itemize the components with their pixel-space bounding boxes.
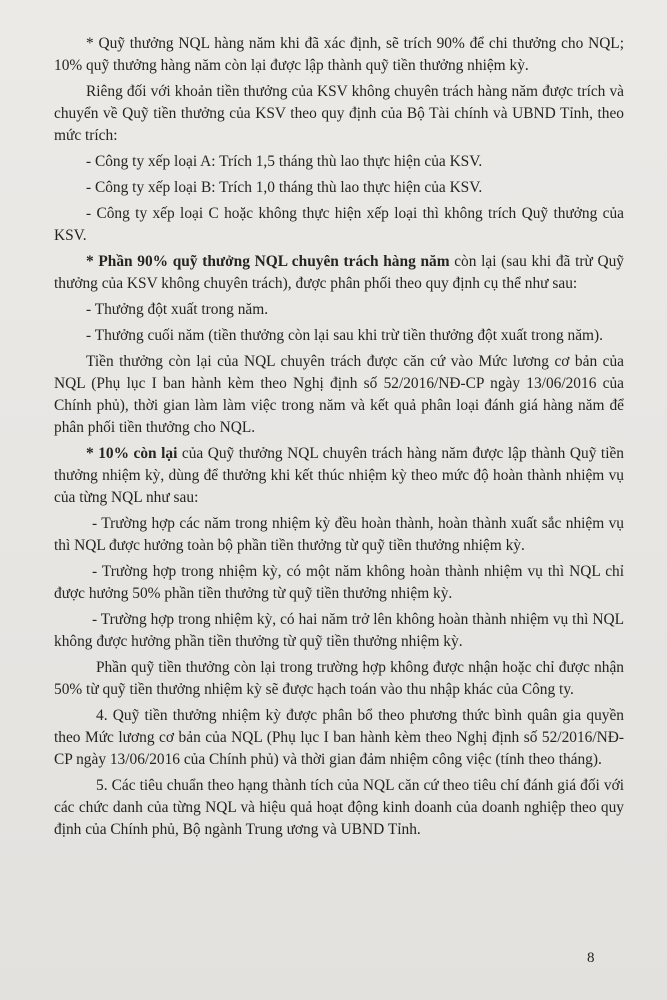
paragraph-item-4: 4. Quỹ tiền thưởng nhiệm kỳ được phân bổ theo phương thức bình quân gia quyền theo Mức lương cơ bản của NQL (Phụ lục I ban hành kèm theo Nghị định số 52/2016/NĐ-CP ngày 13/06/2016 của Chính phủ) và thời gian đảm nhiệm công việc (tính theo tháng). [54,707,624,768]
list-item-all-years-complete: - Trường hợp các năm trong nhiệm kỳ đều hoàn thành, hoàn thành xuất sắc nhiệm vụ thì NQL được hưởng toàn bộ phần tiền thưởng từ quỹ tiền thưởng nhiệm kỳ. [54,515,624,554]
paragraph-90-percent: * Phần 90% quỹ thưởng NQL chuyên trách hàng năm còn lại (sau khi đã trừ Quỹ thưởng của KSV không chuyên trách), được phân phối theo quy định cụ thể như sau: [54,253,625,292]
paragraph-bonus-fund-split: * Quỹ thưởng NQL hàng năm khi đã xác định, sẽ trích 90% để chi thưởng cho NQL; 10% quỹ thưởng hàng năm còn lại được lập thành quỹ tiền thưởng nhiệm kỳ. [54,35,624,74]
list-item-two-years-incomplete: - Trường hợp trong nhiệm kỳ, có hai năm trở lên không hoàn thành nhiệm vụ thì NQL không được hưởng phần tiền thưởng từ quỹ tiền thưởng nhiệm kỳ. [54,611,624,650]
list-item-class-a: - Công ty xếp loại A: Trích 1,5 tháng thù lao thực hiện của KSV. [86,153,483,170]
page-number: 8 [587,950,595,966]
list-item-ad-hoc-bonus: - Thưởng đột xuất trong năm. [86,301,269,318]
list-item-class-c: - Công ty xếp loại C hoặc không thực hiện xếp loại thì không trích Quỹ thưởng của KSV. [54,205,624,244]
list-item-year-end-bonus: - Thưởng cuối năm (tiền thưởng còn lại sau khi trừ tiền thưởng đột xuất trong năm). [86,327,603,344]
paragraph-item-5: 5. Các tiêu chuẩn theo hạng thành tích của NQL căn cứ theo tiêu chí đánh giá đối với các chức danh của từng NQL và hiệu quả hoạt động kinh doanh của doanh nghiệp theo quy định của Chính phủ, Bộ ngành Trung ương và UBND Tỉnh. [54,777,624,838]
paragraph-ksv-bonus: Riêng đối với khoản tiền thưởng của KSV không chuyên trách hàng năm được trích và chuyển về Quỹ tiền thưởng của KSV theo quy định của Bộ Tài chính và UBND Tỉnh, theo mức trích: [54,83,624,144]
paragraph-10-percent: * 10% còn lại của Quỹ thưởng NQL chuyên trách hàng năm được lập thành Quỹ tiền thưởng nhiệm kỳ, dùng để thưởng khi kết thúc nhiệm kỳ theo mức độ hoàn thành nhiệm vụ của từng NQL như sau: [54,445,624,506]
list-item-one-year-incomplete: - Trường hợp trong nhiệm kỳ, có một năm không hoàn thành nhiệm vụ thì NQL chỉ được hưởng 50% phần tiền thưởng từ quỹ tiền thưởng nhiệm kỳ. [54,563,624,602]
list-item-class-b: - Công ty xếp loại B: Trích 1,0 tháng thù lao thực hiện của KSV. [86,179,483,196]
document-body [54,33,624,845]
bold-heading-90-percent: * Phần 90% quỹ thưởng NQL chuyên trách hàng năm [86,253,450,270]
bold-heading-10-percent: * 10% còn lại [86,445,178,462]
paragraph-unclaimed-fund: Phần quỹ tiền thưởng còn lại trong trường hợp không được nhận hoặc chỉ được nhận 50% từ quỹ tiền thưởng nhiệm kỳ sẽ được hạch toán vào thu nhập khác của Công ty. [54,659,624,698]
paragraph-remaining-bonus: Tiền thưởng còn lại của NQL chuyên trách được căn cứ vào Mức lương cơ bản của NQL (Phụ lục I ban hành kèm theo Nghị định số 52/2016/NĐ-CP ngày 13/06/2016 của Chính phủ), thời gian làm làm việc trong năm và kết quả phân loại đánh giá hàng năm để phân phối tiền thưởng cho NQL. [54,353,624,436]
